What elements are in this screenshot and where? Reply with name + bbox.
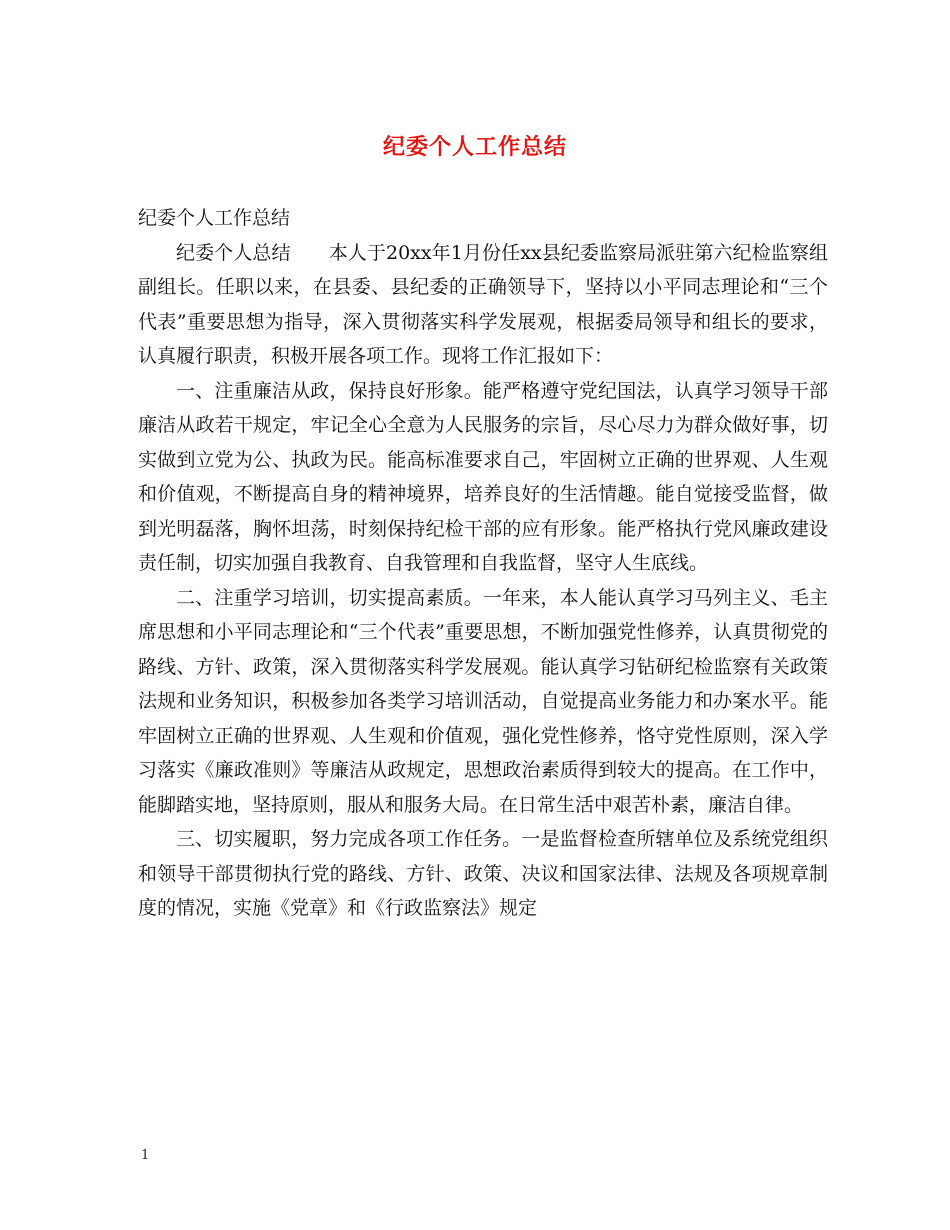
document-title: 纪委个人工作总结 [382, 135, 567, 160]
page-number: 1 [141, 1148, 150, 1163]
paragraph: 二、注重学习培训，切实提高素质。一年来，本人能认真学习马列主义、毛主席思想和小平同志理论和“三个代表”重要思想，不断加强党性修养，认真贯彻党的路线、方针、政策，深入贯彻落实科学发展观。能认真学习钻研纪检监察有关政策法规和业务知识，积极参加各类学习培训活动，自觉提高业务能力和办案水平。能牢固树立正确的世界观、人生观和价值观，强化党性修养，恪守党性原则，深入学习落实《廉政准则》等廉洁从政规定，思想政治素质得到较大的提高。在工作中，能脚踏实地，坚持原则，服从和服务大局。在日常生活中艰苦朴素，廉洁自律。 [138, 586, 828, 816]
paragraph: 三、切实履职，努力完成各项工作任务。一是监督检查所辖单位及系统党组织和领导干部贯彻执行党的路线、方针、政策、决议和国家法律、法规及各项规章制度的情况，实施《党章》和《行政监察法》规定 [138, 828, 828, 919]
paragraph: 纪委个人总结 本人于20xx年1月份任xx县纪委监察局派驻第六纪检监察组副组长。任职以来，在县委、县纪委的正确领导下，坚持以小平同志理论和“三个代表”重要思想为指导，深入贯彻落实科学发展观，根据委局领导和组长的要求，认真履行职责，积极开展各项工作。现将工作汇报如下： [138, 241, 828, 367]
paragraph: 纪委个人工作总结 [138, 207, 291, 229]
paragraph: 一、注重廉洁从政，保持良好形象。能严格遵守党纪国法，认真学习领导干部廉洁从政若干规定，牢记全心全意为人民服务的宗旨，尽心尽力为群众做好事，切实做到立党为公、执政为民。能高标准要求自己，牢固树立正确的世界观、人生观和价值观，不断提高自身的精神境界，培养良好的生活情趣。能自觉接受监督，做到光明磊落，胸怀坦荡，时刻保持纪检干部的应有形象。能严格执行党风廉政建设责任制，切实加强自我教育、自我管理和自我监督，坚守人生底线。 [138, 379, 828, 574]
document-body [138, 201, 828, 926]
